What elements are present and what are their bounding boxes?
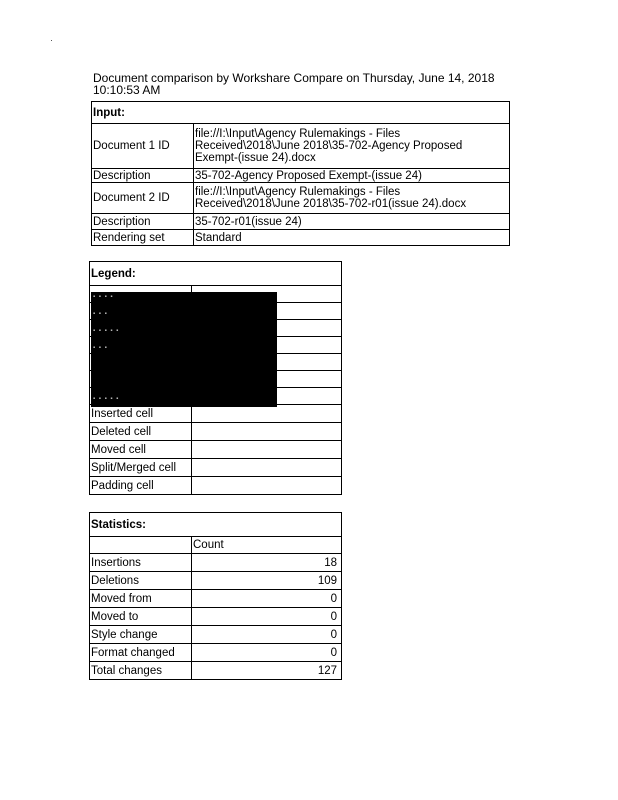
legend-cell-label: Padding cell <box>90 477 192 495</box>
stat-label: Total changes <box>90 662 192 680</box>
input-title: Input: <box>92 102 510 124</box>
stat-label: Moved from <box>90 590 192 608</box>
scan-speck <box>51 40 52 41</box>
input-label: Description <box>92 169 194 183</box>
stat-count: 18 <box>192 554 342 572</box>
input-label: Document 2 ID <box>92 183 194 214</box>
legend-cell-label: Moved cell <box>90 441 192 459</box>
legend-cell-label: Inserted cell <box>90 405 192 423</box>
input-label: Description <box>92 214 194 230</box>
input-value: 35-702-Agency Proposed Exempt-(issue 24) <box>194 169 510 183</box>
stat-label: Style change <box>90 626 192 644</box>
stat-count: 0 <box>192 608 342 626</box>
stat-count: 127 <box>192 662 342 680</box>
legend-cell-label: Split/Merged cell <box>90 459 192 477</box>
legend-title: Legend: <box>90 262 342 286</box>
stat-label: Insertions <box>90 554 192 572</box>
input-value: Standard <box>194 230 510 246</box>
stat-count: 0 <box>192 590 342 608</box>
stat-count: 0 <box>192 626 342 644</box>
legend-swatch-block: ▪ ▪ ▪ ▪ ▪ ▪ ▪ ▪ ▪ ▪ ▪ ▪ ▪ ▪ ▪ ▪ ▪ ▪ ▪ ▪ <box>91 292 277 407</box>
stat-label: Deletions <box>90 572 192 590</box>
stat-count: 109 <box>192 572 342 590</box>
input-value: 35-702-r01(issue 24) <box>194 214 510 230</box>
stat-label: Format changed <box>90 644 192 662</box>
input-table <box>91 101 510 246</box>
stat-label: Moved to <box>90 608 192 626</box>
stat-count: 0 <box>192 644 342 662</box>
statistics-title: Statistics: <box>90 513 342 537</box>
input-value: file://I:\Input\Agency Rulemakings - Files Received\2018\June 2018\35-702-Agency Proposed Exempt-(issue 24).docx <box>194 124 510 169</box>
statistics-table <box>89 512 342 680</box>
legend-cell-label: Deleted cell <box>90 423 192 441</box>
input-label: Rendering set <box>92 230 194 246</box>
count-header: Count <box>192 537 342 554</box>
comparison-heading: Document comparison by Workshare Compare on Thursday, June 14, 2018 10:10:53 AM <box>93 71 495 97</box>
input-value: file://I:\Input\Agency Rulemakings - Files Received\2018\June 2018\35-702-r01(issue 24).docx <box>194 183 510 214</box>
input-label: Document 1 ID <box>92 124 194 169</box>
